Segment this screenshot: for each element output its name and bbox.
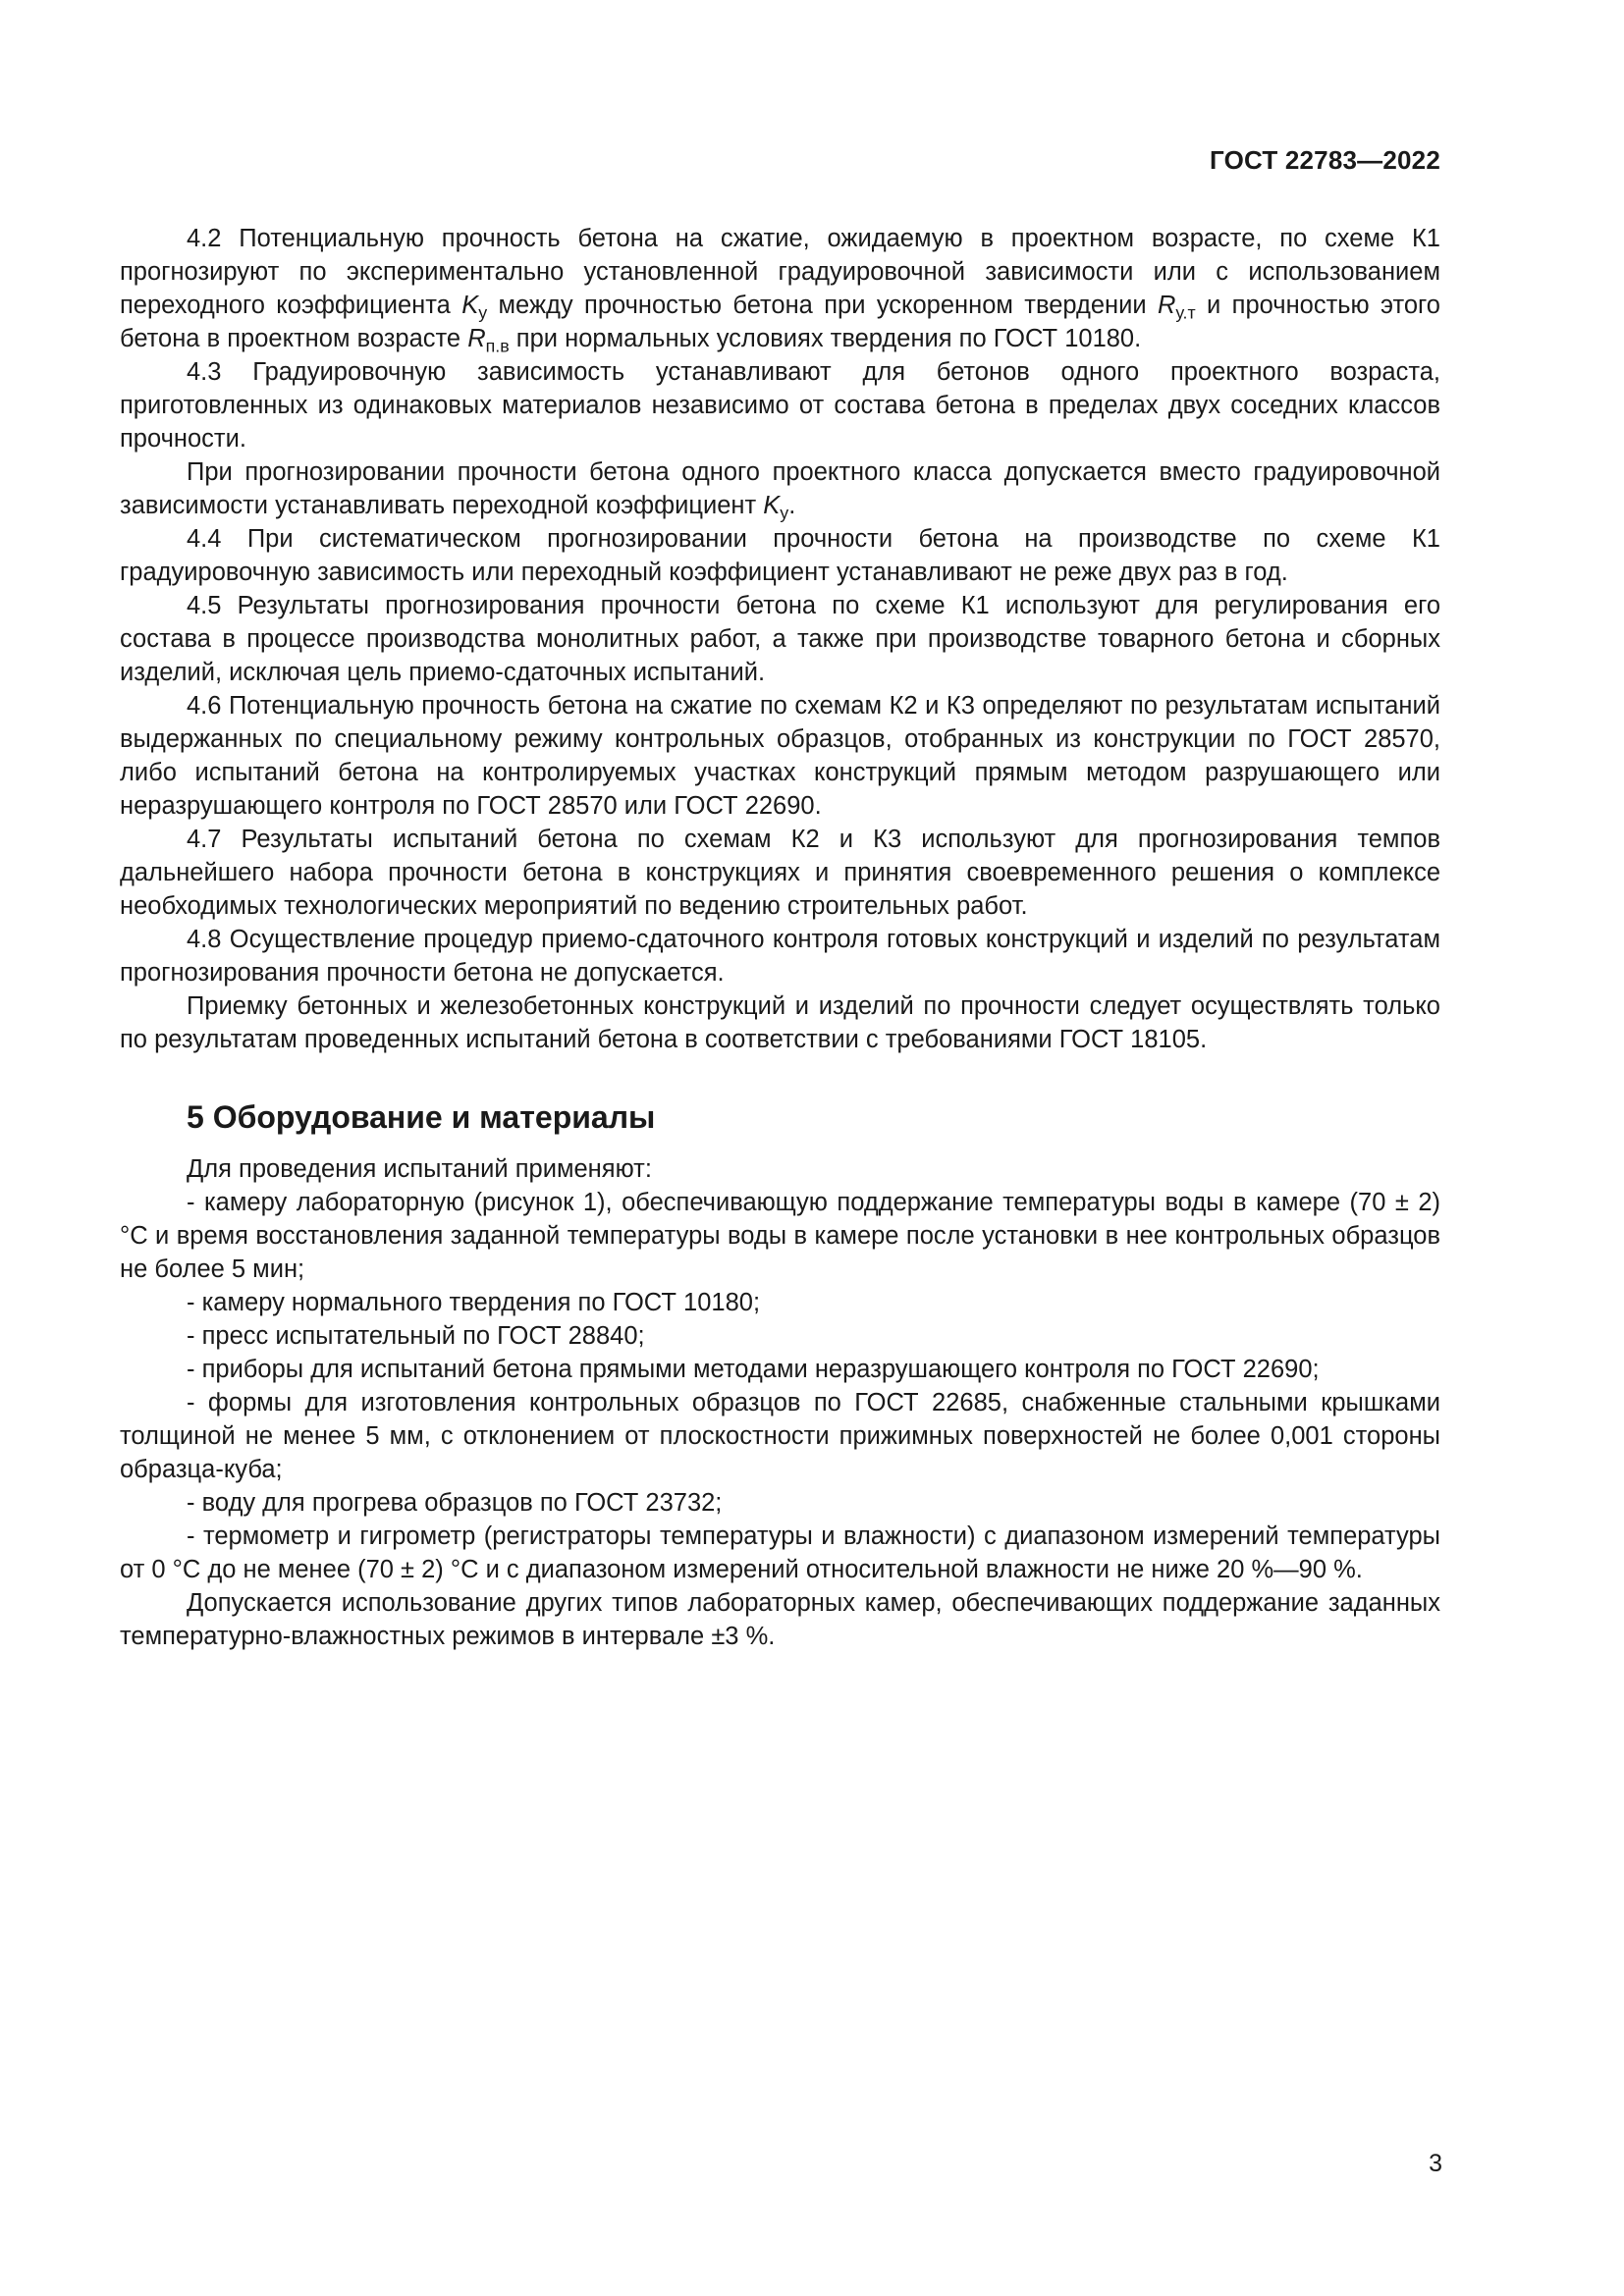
- section-5-intro: Для проведения испытаний применяют:: [187, 1155, 652, 1183]
- symbol-r: R: [467, 325, 486, 352]
- paragraph-4-3-note-end: .: [788, 492, 796, 519]
- paragraph-4-2-text-c: и прочностью этого бетона в проектном возрасте: [120, 292, 1440, 352]
- subscript-y: у: [780, 503, 789, 523]
- section-5-heading: 5 Оборудование и материалы: [187, 1099, 656, 1135]
- section-5-closing: Допускается использование других типов лабораторных камер, обеспечивающих поддержание заданных температурно-влажностных режимов в интервале ±3 %.: [120, 1589, 1440, 1650]
- paragraph-4-8-note: Приемку бетонных и железобетонных конструкций и изделий по прочности следует осуществлять только по результатам проведенных испытаний бетона в соответствии с требованиями ГОСТ 18105.: [120, 992, 1440, 1053]
- paragraph-4-2-text-d: при нормальных условиях твердения по ГОСТ 10180.: [509, 325, 1142, 352]
- paragraph-4-5: 4.5 Результаты прогнозирования прочности бетона по схеме К1 используют для регулирования его состава в процессе производства монолитных работ, а также при производстве товарного бетона и сборных изделий, исключая цель приемо-сдаточных испытаний.: [120, 592, 1440, 686]
- subscript-y: у: [478, 302, 488, 323]
- paragraph-4-2: [120, 222, 1440, 355]
- paragraph-4-6: 4.6 Потенциальную прочность бетона на сжатие по схемам К2 и К3 определяют по результатам испытаний выдержанных по специальному режиму контрольных образцов, отобранных из конструкции по ГОСТ 28570, либо испытаний бетона на контролируемых участках конструкций прямым методом разрушающего или неразрушающего контроля по ГОСТ 28570 или ГОСТ 22690.: [120, 692, 1440, 820]
- symbol-k: K: [763, 492, 781, 519]
- symbol-k: K: [461, 292, 479, 319]
- subscript-yt: у.т: [1175, 302, 1196, 323]
- paragraph-4-2-text-a: 4.2 Потенциальную прочность бетона на сжатие, ожидаемую в проектном возрасте, по схеме К1 прогнозируют по экспериментально установленной градуировочной зависимости или с использованием переходного коэффициента: [120, 225, 1440, 319]
- paragraph-4-3-note-text: При прогнозировании прочности бетона одного проектного класса допускается вместо градуировочной зависимости устанавливать переходной коэффициент: [120, 458, 1440, 519]
- equipment-list-item: - камеру нормального твердения по ГОСТ 10180;: [187, 1289, 761, 1316]
- equipment-list-item: - формы для изготовления контрольных образцов по ГОСТ 22685, снабженные стальными крышками толщиной не менее 5 мм, с отклонением от плоскостности прижимных поверхностей не более 0,001 стороны образца-куба;: [120, 1389, 1440, 1483]
- paragraph-4-7: 4.7 Результаты испытаний бетона по схемам К2 и К3 используют для прогнозирования темпов дальнейшего набора прочности бетона в конструкциях и принятия своевременного решения о комплексе необходимых технологических мероприятий по ведению строительных работ.: [120, 826, 1440, 920]
- subscript-pv: п.в: [485, 336, 510, 356]
- paragraph-4-4: 4.4 При систематическом прогнозировании прочности бетона на производстве по схеме К1 градуировочную зависимость или переходный коэффициент устанавливают не реже двух раз в год.: [120, 525, 1440, 586]
- page-number: 3: [1429, 2150, 1442, 2177]
- paragraph-4-3: 4.3 Градуировочную зависимость устанавливают для бетонов одного проектного возраста, приготовленных из одинаковых материалов независимо от состава бетона в пределах двух соседних классов прочности.: [120, 358, 1440, 453]
- document-body: [120, 222, 1440, 1653]
- equipment-list-item: - пресс испытательный по ГОСТ 28840;: [187, 1322, 645, 1350]
- paragraph-4-8: 4.8 Осуществление процедур приемо-сдаточного контроля готовых конструкций и изделий по результатам прогнозирования прочности бетона не допускается.: [120, 926, 1440, 987]
- equipment-list-item: - воду для прогрева образцов по ГОСТ 23732;: [187, 1489, 723, 1517]
- paragraph-4-2-text-b: между прочностью бетона при ускоренном твердении: [487, 292, 1158, 319]
- paragraph-4-3-note: [120, 455, 1440, 522]
- document-standard-id: ГОСТ 22783—2022: [1210, 145, 1440, 175]
- equipment-list-item: - камеру лабораторную (рисунок 1), обеспечивающую поддержание температуры воды в камере (70 ± 2) °С и время восстановления заданной температуры воды в камере после установки в нее контрольных образцов не более 5 мин;: [120, 1189, 1440, 1283]
- equipment-list-item: - приборы для испытаний бетона прямыми методами неразрушающего контроля по ГОСТ 22690;: [187, 1356, 1320, 1383]
- symbol-r: R: [1158, 292, 1176, 319]
- equipment-list-item: - термометр и гигрометр (регистраторы температуры и влажности) с диапазоном измерений температуры от 0 °С до не менее (70 ± 2) °С и с диапазоном измерений относительной влажности не ниже 20 %—90 %.: [120, 1522, 1440, 1583]
